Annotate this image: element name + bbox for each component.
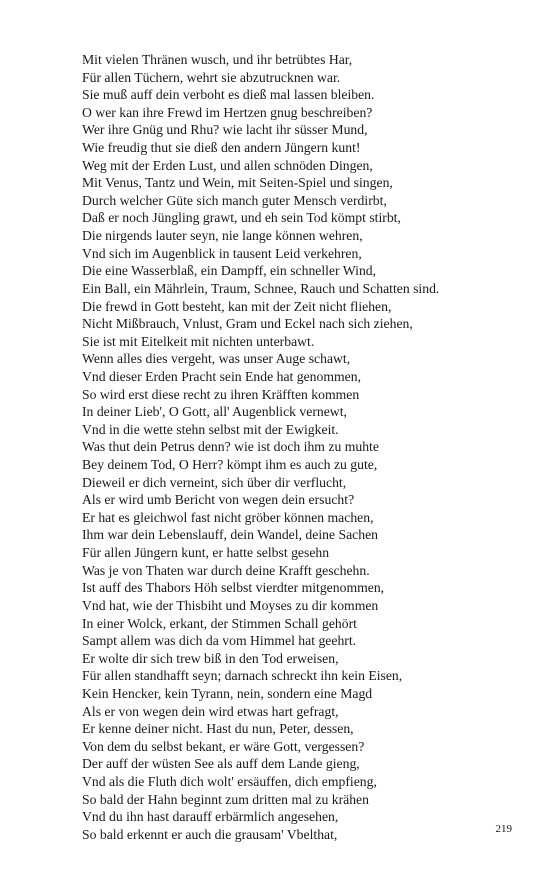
text-line: In einer Wolck, erkant, der Stimmen Schall gehört [82,615,357,631]
text-line: Mit Venus, Tantz und Wein, mit Seiten-Spiel und singen, [82,175,393,191]
text-line: Daß er noch Jüngling grawt, und eh sein Tod kömpt stirbt, [82,210,401,226]
text-line: Für allen standhafft seyn; darnach schreckt ihn kein Eisen, [82,668,403,684]
text-line: Durch welcher Güte sich manch guter Mensch verdirbt, [82,192,387,208]
text-line: Weg mit der Erden Lust, und allen schnöden Dingen, [82,157,373,173]
text-line: Vnd sich im Augenblick in tausent Leid verkehren, [82,245,362,261]
text-line: Vnd dieser Erden Pracht sein Ende hat genommen, [82,368,361,384]
text-line: Die eine Wasserblaß, ein Dampff, ein schneller Wind, [82,263,377,279]
text-line: Vnd in die wette stehn selbst mit der Ewigkeit. [82,421,339,437]
text-line: Ein Ball, ein Mährlein, Traum, Schnee, Rauch und Schatten sind. [82,280,440,296]
text-line: Sampt allem was dich da vom Himmel hat geehrt. [82,633,357,649]
text-line: Wer ihre Gnüg und Rhu? wie lacht ihr süsser Mund, [82,122,368,138]
text-line: Mit vielen Thränen wusch, und ihr betrübtes Har, [82,52,353,67]
text-line: Er kenne deiner nicht. Hast du nun, Peter, dessen, [82,721,354,737]
text-line: Als er wird umb Bericht von wegen dein ersucht? [82,492,355,508]
text-line: Vnd als die Fluth dich wolt' ersäuffen, dich empfieng, [82,773,377,789]
text-line: Bey deinem Tod, O Herr? kömpt ihm es auch zu gute, [82,457,378,473]
text-line: Ihm war dein Lebenslauff, dein Wandel, deine Sachen [82,527,378,543]
text-line: Wie freudig thut sie dieß den andern Jüngern kunt! [82,140,361,156]
text-line: Er hat es gleichwol fast nicht gröber können machen, [82,509,374,525]
text-line: Die frewd in Gott besteht, kan mit der Zeit nicht fliehen, [82,298,392,314]
text-line: Als er von wegen dein wird etwas hart gefragt, [82,703,339,719]
page-number: 219 [495,823,512,835]
text-line: Ist auff des Thabors Höh selbst vierdter mitgenommen, [82,580,385,596]
text-line: Wenn alles dies vergeht, was unser Auge schawt, [82,351,351,367]
poem-text-block [82,51,522,843]
text-line: Nicht Mißbrauch, Vnlust, Gram und Eckel nach sich ziehen, [82,316,413,332]
text-line: So wird erst diese recht zu ihren Kräfften kommen [82,386,360,402]
text-line: Die nirgends lauter seyn, nie lange können wehren, [82,228,363,244]
text-line: Sie muß auff dein verboht es dieß mal lassen bleiben. [82,87,375,103]
text-line: Was thut dein Petrus denn? wie ist doch ihm zu muhte [82,439,379,455]
text-line: Von dem du selbst bekant, er wäre Gott, vergessen? [82,738,365,754]
text-line: Der auff der wüsten See als auff dem Lande gieng, [82,756,360,772]
text-line: Kein Hencker, kein Tyrann, nein, sondern eine Magd [82,685,373,701]
text-line: Er wolte dir sich trew biß in den Tod erweisen, [82,650,339,666]
text-line: So bald der Hahn beginnt zum dritten mal zu krähen [82,791,369,807]
text-line: O wer kan ihre Frewd im Hertzen gnug beschreiben? [82,104,373,120]
text-line: Für allen Jüngern kunt, er hatte selbst gesehn [82,545,330,561]
text-line: Dieweil er dich verneint, sich über dir verflucht, [82,474,347,490]
text-line: In deiner Lieb', O Gott, all' Augenblick vernewt, [82,404,347,420]
text-line: Vnd du ihn hast darauff erbärmlich angesehen, [82,809,339,825]
text-line: Für allen Tüchern, wehrt sie abzutrucknen war. [82,69,341,85]
text-line: So bald erkennt er auch die grausam' Vbelthat, [82,826,338,842]
text-line: Sie ist mit Eitelkeit mit nichten unterbawt. [82,333,315,349]
text-line: Vnd hat, wie der Thisbiht und Moyses zu dir kommen [82,597,379,613]
text-line: Was je von Thaten war durch deine Krafft geschehn. [82,562,370,578]
